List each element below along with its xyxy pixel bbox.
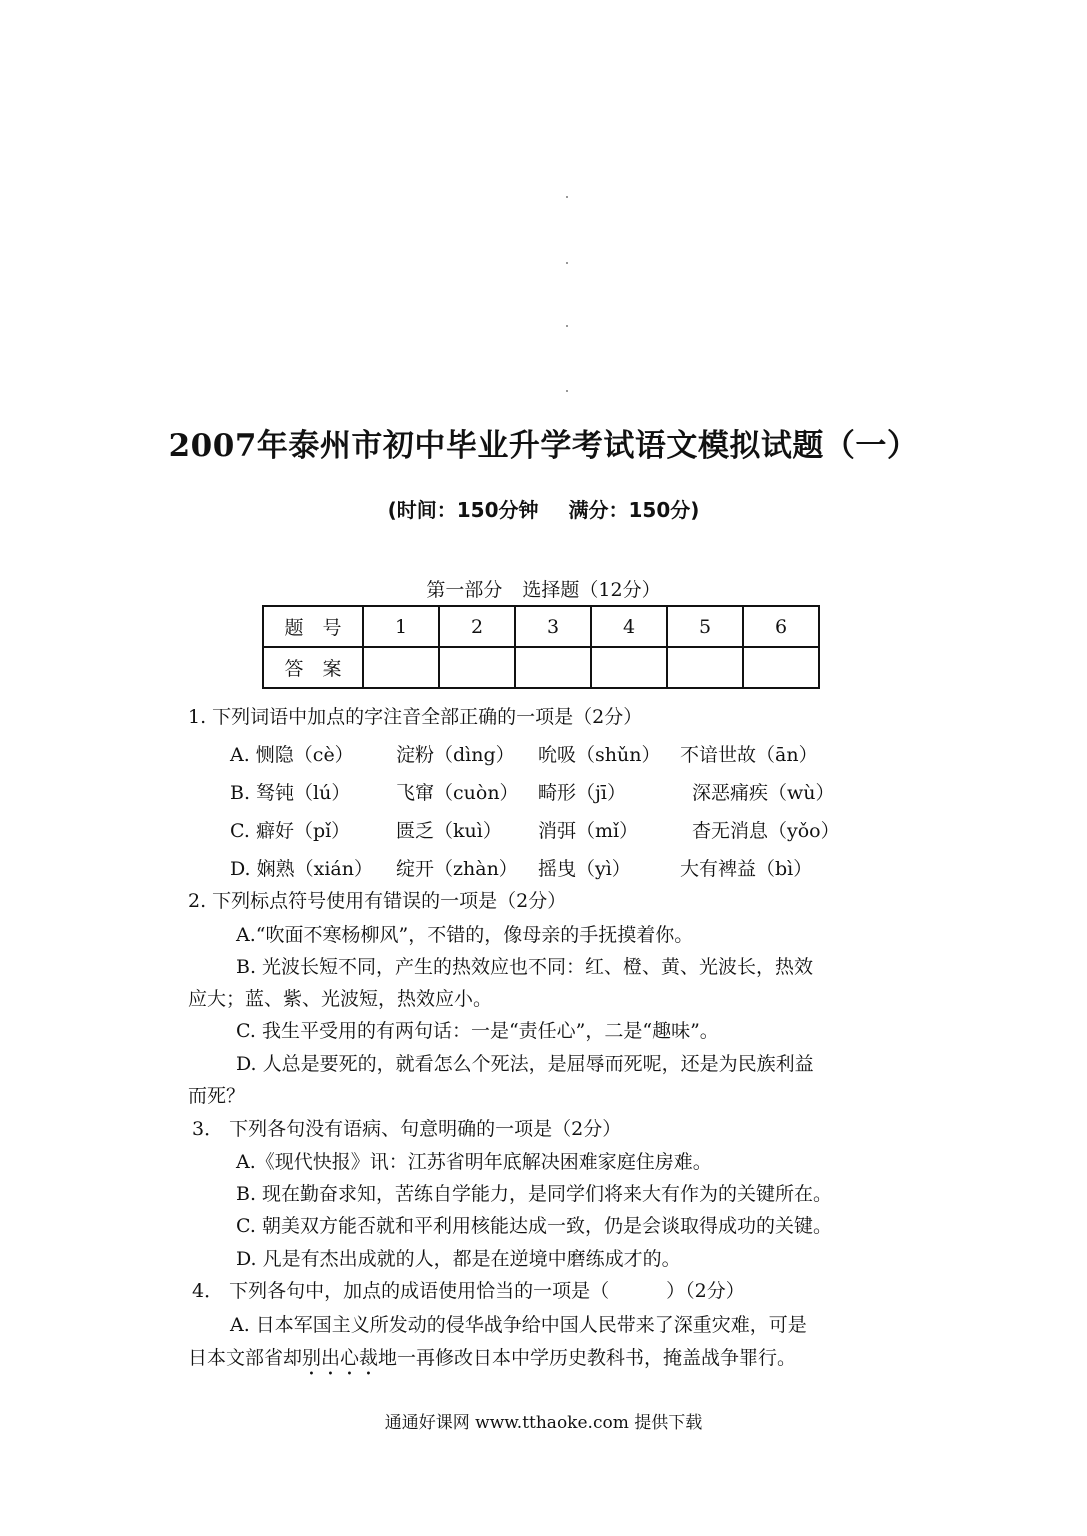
q1-d-item: 大有裨益（bì） (680, 858, 813, 880)
q3-stem: 3． 下列各句没有语病、句意明确的一项是（2分） (192, 1118, 622, 1140)
exam-time: (时间：150分钟 (387, 498, 539, 522)
q1-c-item: C. 癖好（pǐ） (230, 820, 351, 842)
exam-subtitle (0, 494, 1087, 523)
q1-option-b (230, 780, 835, 806)
scan-speck (566, 325, 568, 327)
q4-option-a: A. 日本军国主义所发动的侵华战争给中国人民带来了深重灾难，可是 (230, 1314, 807, 1336)
table-cell-number: 5 (667, 606, 743, 647)
table-cell-number: 1 (363, 606, 439, 647)
scan-speck (566, 196, 568, 198)
q1-a-item: 淀粉（dìng） (396, 744, 515, 766)
q4-a-text: 日本文部省却 (188, 1347, 303, 1369)
section-heading (0, 575, 1087, 602)
table-cell-number: 6 (743, 606, 819, 647)
q1-a-item: A. 恻隐（cè） (230, 744, 354, 766)
q1-a-item: 不谙世故（ān） (680, 744, 818, 766)
scan-speck (566, 262, 568, 264)
q2-option-c: C. 我生平受用的有两句话：一是“责任心”，二是“趣味”。 (236, 1020, 719, 1042)
q1-b-item: 飞窜（cuòn） (396, 782, 519, 804)
q3-option-b: B. 现在勤奋求知，苦练自学能力，是同学们将来大有作为的关键所在。 (236, 1183, 833, 1205)
q1-b-item: B. 驽钝（lú） (230, 782, 351, 804)
q2-stem: 2. 下列标点符号使用有错误的一项是（2分） (188, 890, 567, 912)
answer-cell[interactable] (667, 647, 743, 688)
q1-a-item: 吮吸（shǔn） (538, 744, 661, 766)
exam-title: 2007年泰州市初中毕业升学考试语文模拟试题（一） (168, 428, 919, 464)
q4-a-text: 地一再修改日本中学历史教科书，掩盖战争罪行。 (378, 1347, 797, 1369)
answer-cell[interactable] (743, 647, 819, 688)
scan-speck (566, 390, 568, 392)
q1-b-item: 畸形（jī） (538, 782, 626, 804)
answer-cell[interactable] (363, 647, 439, 688)
q3-option-d: D. 凡是有杰出成就的人，都是在逆境中磨练成才的。 (236, 1248, 681, 1270)
exam-score: 满分：150分) (568, 498, 700, 522)
section-type: 选择题（12分） (522, 579, 661, 601)
q1-d-item: D. 娴熟（xián） (230, 858, 373, 880)
q2-option-b-cont: 应大；蓝、紫、光波短，热效应小。 (188, 988, 493, 1010)
q1-b-item: 深恶痛疾（wù） (692, 782, 835, 804)
answer-cell[interactable] (515, 647, 591, 688)
q1-c-item: 消弭（mǐ） (538, 820, 639, 842)
q2-option-a: A.“吹面不寒杨柳风”，不错的，像母亲的手抚摸着你。 (236, 924, 694, 946)
table-row (263, 647, 819, 688)
q3-option-c: C. 朝美双方能否就和平利用核能达成一致，仍是会谈取得成功的关键。 (236, 1215, 832, 1237)
q1-stem: 1. 下列词语中加点的字注音全部正确的一项是（2分） (188, 706, 643, 728)
q1-d-item: 绽开（zhàn） (396, 858, 518, 880)
footer-credit: 通通好课网 www.tthaoke.com 提供下载 (384, 1413, 703, 1433)
answer-table (262, 605, 820, 689)
table-cell-number: 3 (515, 606, 591, 647)
q4-option-a-cont (188, 1345, 796, 1380)
q1-c-item: 匮乏（kuì） (396, 820, 502, 842)
q1-option-a (230, 742, 818, 768)
q2-option-d: D. 人总是要死的，就看怎么个死法，是屈辱而死呢，还是为民族利益 (236, 1053, 814, 1075)
answer-cell[interactable] (591, 647, 667, 688)
table-cell-number: 2 (439, 606, 515, 647)
q4-a-idiom: 别出心裁 (302, 1347, 379, 1369)
q1-option-c (230, 818, 840, 844)
table-row (263, 606, 819, 647)
table-cell-number: 4 (591, 606, 667, 647)
q1-option-d (230, 856, 812, 882)
table-cell-label: 答 案 (263, 647, 363, 688)
q1-d-item: 摇曳（yì） (538, 858, 631, 880)
table-cell-label: 题 号 (263, 606, 363, 647)
q2-option-b: B. 光波长短不同，产生的热效应也不同：红、橙、黄、光波长，热效 (236, 956, 814, 978)
q2-option-d-cont: 而死？ (188, 1085, 246, 1107)
q4-stem: 4． 下列各句中，加点的成语使用恰当的一项是（ ）（2分） (192, 1280, 745, 1302)
section-name: 第一部分 (426, 579, 503, 601)
answer-cell[interactable] (439, 647, 515, 688)
q1-c-item: 杳无消息（yǒo） (692, 820, 840, 842)
q3-option-a: A.《现代快报》讯：江苏省明年底解决困难家庭住房难。 (236, 1151, 712, 1173)
